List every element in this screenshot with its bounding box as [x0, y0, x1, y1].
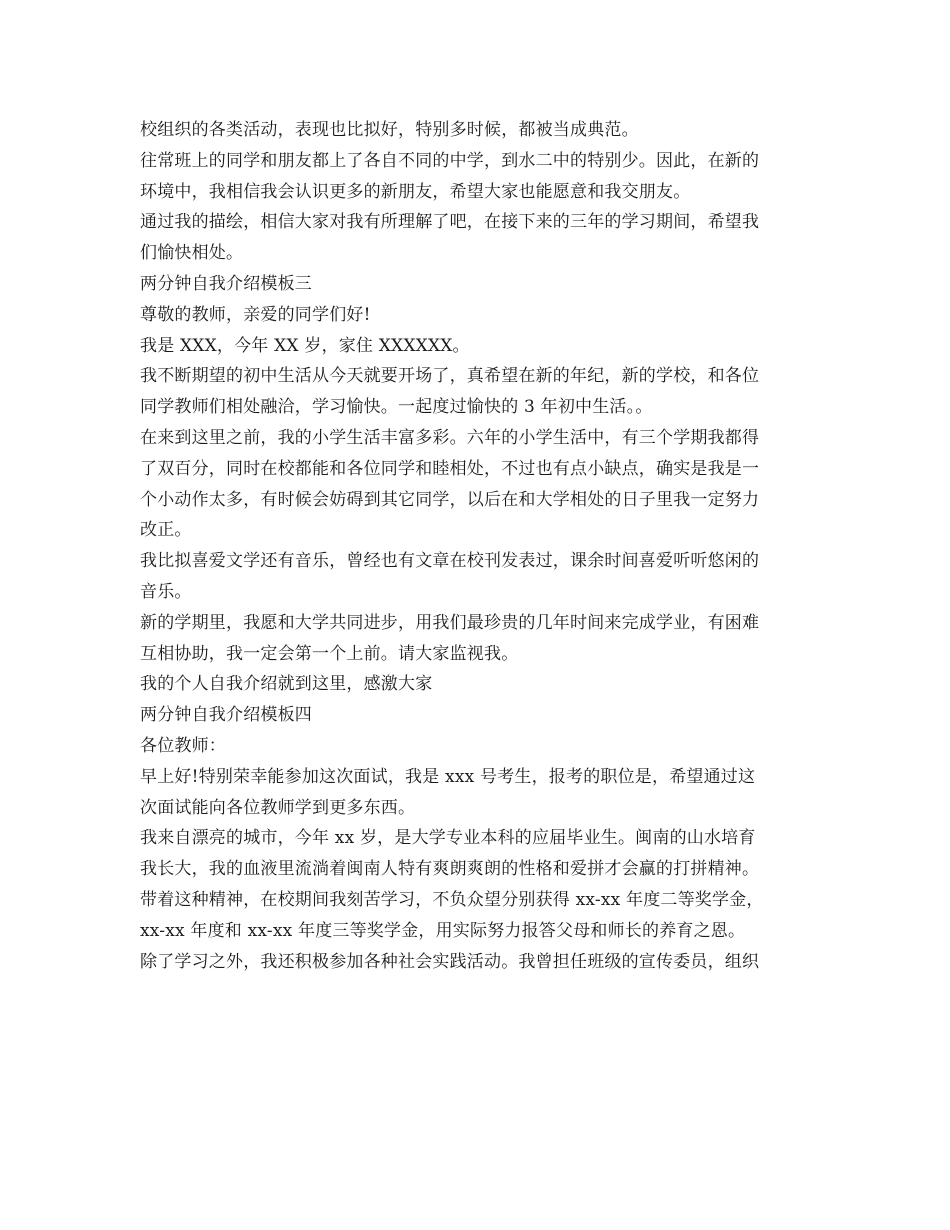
text-line: 两分钟自我介绍模板三 [140, 273, 312, 294]
text-line: 各位教师： [140, 735, 226, 756]
text-line: xx-xx 年度和 xx-xx 年度三等奖学金，用实际努力报答父母和师长的养育之恩。 [140, 920, 746, 941]
text-line: 新的学期里，我愿和大学共同进步，用我们最珍贵的几年时间来完成学业，有困难 [140, 612, 760, 633]
text-line: 同学教师们相处融洽，学习愉快。一起度过愉快的 3 年初中生活。。 [140, 397, 653, 418]
text-line: 校组织的各类活动，表现也比拟好，特别多时候，都被当成典范。 [140, 120, 639, 140]
text-line: 次面试能向各位教师学到更多东西。 [140, 797, 416, 818]
document-body [140, 115, 820, 977]
text-line: 我比拟喜爱文学还有音乐，曾经也有文章在校刊发表过，课余时间喜爱听听悠闲的 [140, 551, 760, 572]
text-line: 环境中，我相信我会认识更多的新朋友，希望大家也能愿意和我交朋友。 [140, 181, 691, 202]
text-line: 音乐。 [140, 581, 192, 602]
text-line: 我长大，我的血液里流淌着闽南人特有爽朗爽朗的性格和爱拼才会赢的打拼精神。 [140, 859, 760, 880]
text-line: 我来自漂亮的城市，今年 xx 岁，是大学专业本科的应届毕业生。闽南的山水培育 [140, 828, 756, 849]
text-line: 通过我的描绘，相信大家对我有所理解了吧，在接下来的三年的学习期间，希望我 [140, 212, 760, 233]
text-line: 我是 XXX，今年 XX 岁，家住 XXXXXX。 [140, 335, 470, 356]
text-line: 个小动作太多，有时候会妨碍到其它同学，以后在和大学相处的日子里我一定努力 [140, 489, 760, 510]
text-line: 互相协助，我一定会第一个上前。请大家监视我。 [140, 643, 519, 664]
text-line: 带着这种精神，在校期间我刻苦学习，不负众望分别获得 xx-xx 年度二等奖学金， [140, 889, 764, 910]
text-line: 两分钟自我介绍模板四 [140, 705, 312, 726]
text-line: 往常班上的同学和朋友都上了各自不同的中学，到水二中的特别少。因此，在新的 [140, 150, 760, 171]
text-line: 早上好!特别荣幸能参加这次面试，我是 xxx 号考生，报考的职位是，希望通过这 [140, 766, 756, 787]
text-line: 改正。 [140, 520, 192, 541]
text-line: 尊敬的教师，亲爱的同学们好! [140, 304, 371, 325]
text-line: 我不断期望的初中生活从今天就要开场了，真希望在新的年纪，新的学校，和各位 [140, 366, 760, 387]
text-line: 我的个人自我介绍就到这里，感激大家 [140, 674, 433, 695]
text-line: 了双百分，同时在校都能和各位同学和睦相处，不过也有点小缺点，确实是我是一 [140, 458, 760, 479]
text-line: 在来到这里之前，我的小学生活丰富多彩。六年的小学生活中，有三个学期我都得 [140, 427, 760, 448]
text-line: 除了学习之外，我还积极参加各种社会实践活动。我曾担任班级的宣传委员，组织 [140, 951, 760, 972]
text-line: 们愉快相处。 [140, 243, 244, 264]
